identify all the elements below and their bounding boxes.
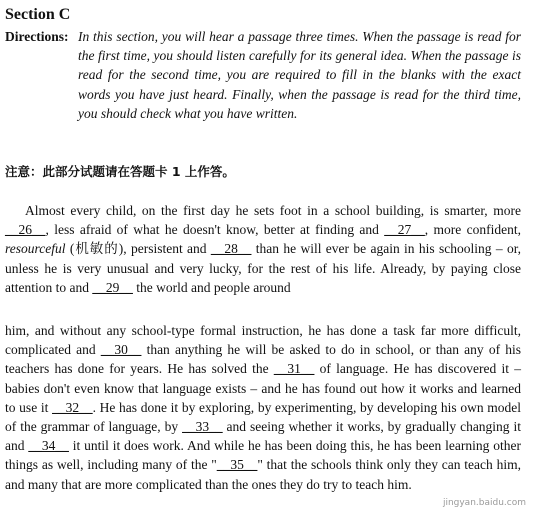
answer-sheet-note: 注意：此部分试题请在答题卡 1 上作答。 bbox=[5, 164, 235, 179]
blank-34: __34__ bbox=[28, 438, 69, 454]
passage-text: , persistent and bbox=[123, 241, 207, 257]
blank-26: __26__ bbox=[5, 222, 46, 238]
passage-text: than anything he will be asked to do in school, or than any of his teachers has done for years. He has solved the bbox=[5, 342, 522, 377]
passage-text: , less afraid of what he doesn't know, better at finding and bbox=[45, 222, 379, 238]
passage-text: , more confident, bbox=[424, 222, 521, 238]
passage-text-italic: resourceful bbox=[5, 241, 66, 257]
passage-text: than he will ever be again in his schooling – or, unless he is very unusual and very lucky, for the rest of his life. Already, by paying close attention to and bbox=[5, 241, 522, 295]
blank-31: __31__ bbox=[273, 361, 315, 377]
passage-text: and seeing whether it works, by gradually changing it and bbox=[5, 419, 522, 454]
passage-paragraph-1 bbox=[5, 201, 521, 297]
blank-32: __32__ bbox=[52, 399, 93, 415]
directions-text: In this section, you will hear a passage three times. When the passage is read for the first time, you should listen carefully for its general idea. When the passage is read for the second time, you are required to fill in the blanks with the exact words you have just heard. Finally, when the passage is read for the third time, you should check what you have written. bbox=[78, 29, 521, 121]
passage-text: Almost every child, on the first day he sets foot in a school building, is smarter, more bbox=[25, 203, 521, 218]
section-title: Section C bbox=[5, 6, 71, 23]
passage-text: of language. He has discovered it – babies don't even know that language exists – and he has found out how it works and learned to use it bbox=[5, 361, 522, 415]
blank-29: __29__ bbox=[92, 279, 133, 295]
directions-label: Directions: bbox=[5, 29, 69, 44]
blank-30: __30__ bbox=[100, 342, 142, 358]
passage-paragraph-2 bbox=[5, 321, 521, 494]
passage-text: him, and without any school-type formal instruction, he has done a task far more difficult, complicated and bbox=[5, 323, 521, 358]
passage-text: " that the schools think only they can teach him, and many that are more complicated than the ones they do try to teach him. bbox=[5, 457, 521, 492]
passage-text: . He has done it by exploring, by experimenting, by developing his own model of the grammar of language, by bbox=[5, 399, 522, 435]
blank-35: __35__ bbox=[216, 457, 258, 473]
blank-33: __33__ bbox=[182, 419, 223, 435]
blank-28: __28__ bbox=[210, 241, 252, 257]
watermark: jingyan.baidu.com bbox=[442, 498, 526, 508]
passage-text: it until it does work. And while he has been doing this, he has been learning other things as well, including many of the " bbox=[5, 438, 522, 473]
passage-text-gloss: (机敏的) bbox=[69, 241, 124, 257]
passage-text: the world and people around bbox=[136, 279, 291, 295]
blank-27: __27__ bbox=[384, 222, 425, 238]
